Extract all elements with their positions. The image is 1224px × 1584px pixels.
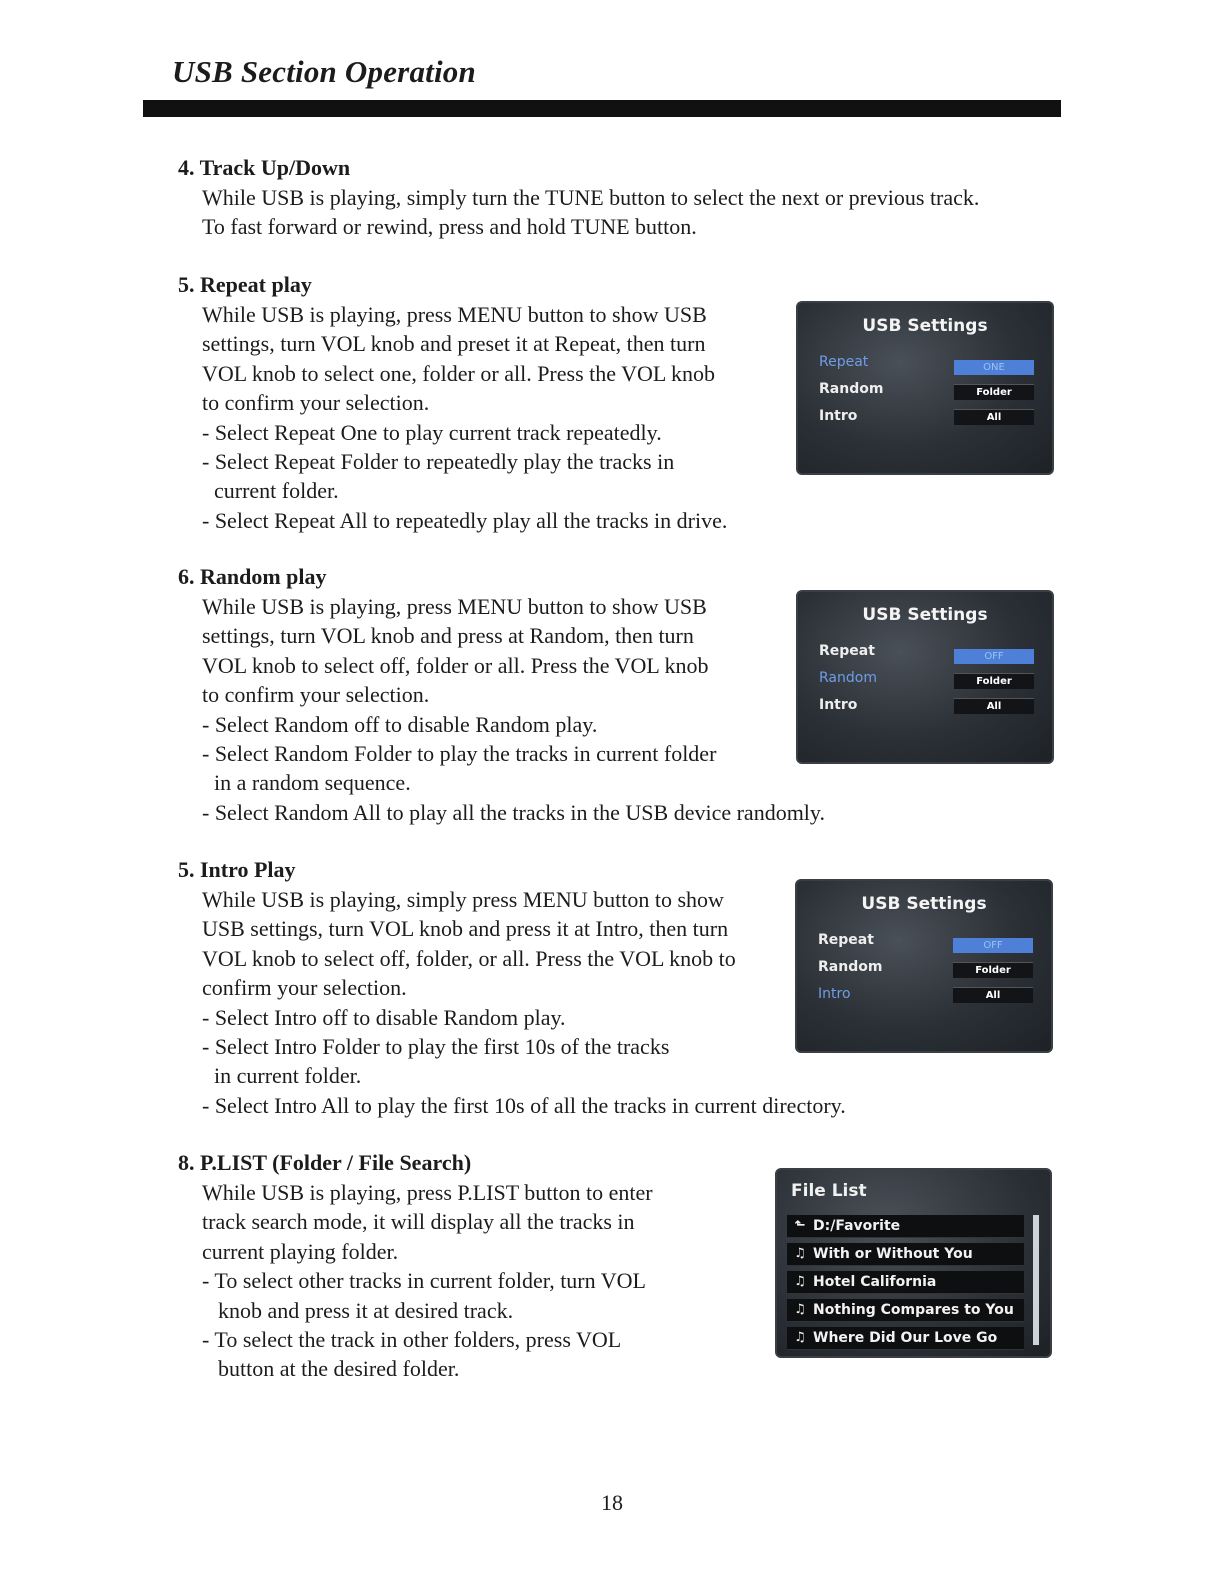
bullet-line: - Select Random Folder to play the tracks in current folder (202, 741, 717, 767)
menu-item-repeat[interactable]: Repeat (819, 354, 869, 370)
file-list-item-folder[interactable] (787, 1215, 1024, 1238)
option-all[interactable]: All (954, 409, 1034, 425)
body-line: While USB is playing, simply press MENU button to show (202, 887, 724, 912)
panel-title: USB Settings (861, 894, 987, 914)
body-line: track search mode, it will display all the tracks in (202, 1209, 635, 1235)
bullet-line: - Select Repeat Folder to repeatedly play the tracks in (202, 449, 675, 475)
scrollbar[interactable] (1033, 1215, 1039, 1345)
music-note-icon: ♫ (794, 1302, 806, 1317)
bullet-line: - Select Repeat One to play current track repeatedly. (202, 419, 662, 445)
file-list-item[interactable] (787, 1271, 1024, 1294)
music-note-icon: ♫ (794, 1274, 806, 1289)
option-all[interactable]: All (954, 698, 1034, 714)
bullet-continuation: knob and press it at desired track. (218, 1297, 514, 1323)
menu-item-random[interactable]: Random (818, 959, 883, 975)
bullet-line: - To select the track in other folders, press VOL (202, 1327, 622, 1353)
body-line: While USB is playing, press MENU button to show USB (202, 302, 707, 327)
option-one[interactable]: ONE (954, 360, 1034, 375)
body-line: VOL knob to select off, folder, or all. Press the VOL knob to (202, 945, 736, 971)
menu-item-intro[interactable]: Intro (819, 408, 858, 424)
body-line: VOL knob to select off, folder or all. Press the VOL knob (202, 652, 709, 678)
menu-item-repeat[interactable]: Repeat (818, 932, 874, 948)
section-heading: 6. Random play (178, 564, 327, 589)
bullet-continuation: in current folder. (214, 1063, 362, 1089)
title-rule (143, 100, 1061, 117)
body-line: While USB is playing, press MENU button to show USB (202, 594, 707, 619)
menu-item-repeat[interactable]: Repeat (819, 643, 875, 659)
body-line: confirm your selection. (202, 975, 407, 1001)
panel-title: USB Settings (862, 605, 988, 625)
menu-item-intro[interactable]: Intro (818, 986, 851, 1002)
section-plist (178, 1148, 653, 1384)
option-all[interactable]: All (953, 987, 1033, 1003)
body-line: to confirm your selection. (202, 390, 430, 416)
music-note-icon: ♫ (794, 1246, 806, 1261)
body-line: current playing folder. (202, 1238, 399, 1264)
panel-title: USB Settings (862, 316, 988, 336)
bullet-line: - Select Random off to disable Random play. (202, 711, 598, 737)
section-repeat (178, 270, 727, 535)
option-off[interactable]: OFF (953, 938, 1033, 953)
bullet-continuation: button at the desired folder. (218, 1356, 460, 1382)
section-heading: 5. Intro Play (178, 857, 296, 882)
body-line: VOL knob to select one, folder or all. Press the VOL knob (202, 360, 716, 386)
file-list-item[interactable] (787, 1243, 1024, 1266)
option-folder[interactable]: Folder (954, 673, 1034, 689)
folder-up-icon: ⬑ (794, 1218, 806, 1233)
body-line: While USB is playing, simply turn the TUNE button to select the next or previous track. (202, 185, 980, 210)
bullet-line: - Select Random All to play all the tracks in the USB device randomly. (202, 799, 825, 825)
body-line: While USB is playing, press P.LIST button to enter (202, 1180, 653, 1205)
file-list-item[interactable] (787, 1327, 1024, 1350)
usb-settings-panel-repeat (796, 301, 1054, 475)
page-title: USB Section Operation (172, 54, 476, 89)
option-folder[interactable]: Folder (954, 384, 1034, 400)
usb-settings-panel-random (796, 590, 1054, 764)
file-list-item[interactable] (787, 1299, 1024, 1322)
bullet-continuation: in a random sequence. (214, 770, 411, 796)
option-off[interactable]: OFF (954, 649, 1034, 664)
bullet-line: - To select other tracks in current folder, turn VOL (202, 1268, 646, 1294)
body-line: settings, turn VOL knob and preset it at Repeat, then turn (202, 331, 706, 357)
file-name: Nothing Compares to You (813, 1302, 1014, 1318)
bullet-line: - Select Repeat All to repeatedly play all the tracks in drive. (202, 507, 728, 533)
section-track (178, 153, 979, 242)
scrollbar-thumb[interactable] (1033, 1215, 1039, 1345)
option-folder[interactable]: Folder (953, 962, 1033, 978)
file-list-title: File List (791, 1181, 867, 1201)
section-heading: 8. P.LIST (Folder / File Search) (178, 1150, 472, 1175)
file-name: With or Without You (813, 1246, 973, 1262)
file-name: Hotel California (813, 1274, 937, 1290)
file-list-panel (775, 1168, 1052, 1358)
section-heading: 5. Repeat play (178, 272, 312, 297)
menu-item-random[interactable]: Random (819, 381, 884, 397)
body-line: to confirm your selection. (202, 682, 430, 708)
page-number: 18 (601, 1490, 623, 1515)
body-line: To fast forward or rewind, press and hold TUNE button. (202, 214, 697, 240)
usb-settings-panel-intro (795, 879, 1053, 1053)
menu-item-random[interactable]: Random (819, 670, 877, 686)
bullet-line: - Select Intro off to disable Random play. (202, 1004, 566, 1030)
bullet-line: - Select Intro Folder to play the first 10s of the tracks (202, 1034, 670, 1060)
bullet-line: - Select Intro All to play the first 10s of all the tracks in current directory. (202, 1092, 846, 1118)
section-intro (178, 855, 846, 1120)
menu-item-intro[interactable]: Intro (819, 697, 858, 713)
music-note-icon: ♫ (794, 1330, 806, 1345)
body-line: USB settings, turn VOL knob and press it at Intro, then turn (202, 916, 729, 942)
file-name: Where Did Our Love Go (813, 1330, 998, 1346)
body-line: settings, turn VOL knob and press at Random, then turn (202, 623, 694, 649)
section-random (178, 562, 825, 827)
section-heading: 4. Track Up/Down (178, 155, 351, 180)
file-name: D:/Favorite (813, 1218, 901, 1234)
bullet-continuation: current folder. (214, 478, 339, 504)
